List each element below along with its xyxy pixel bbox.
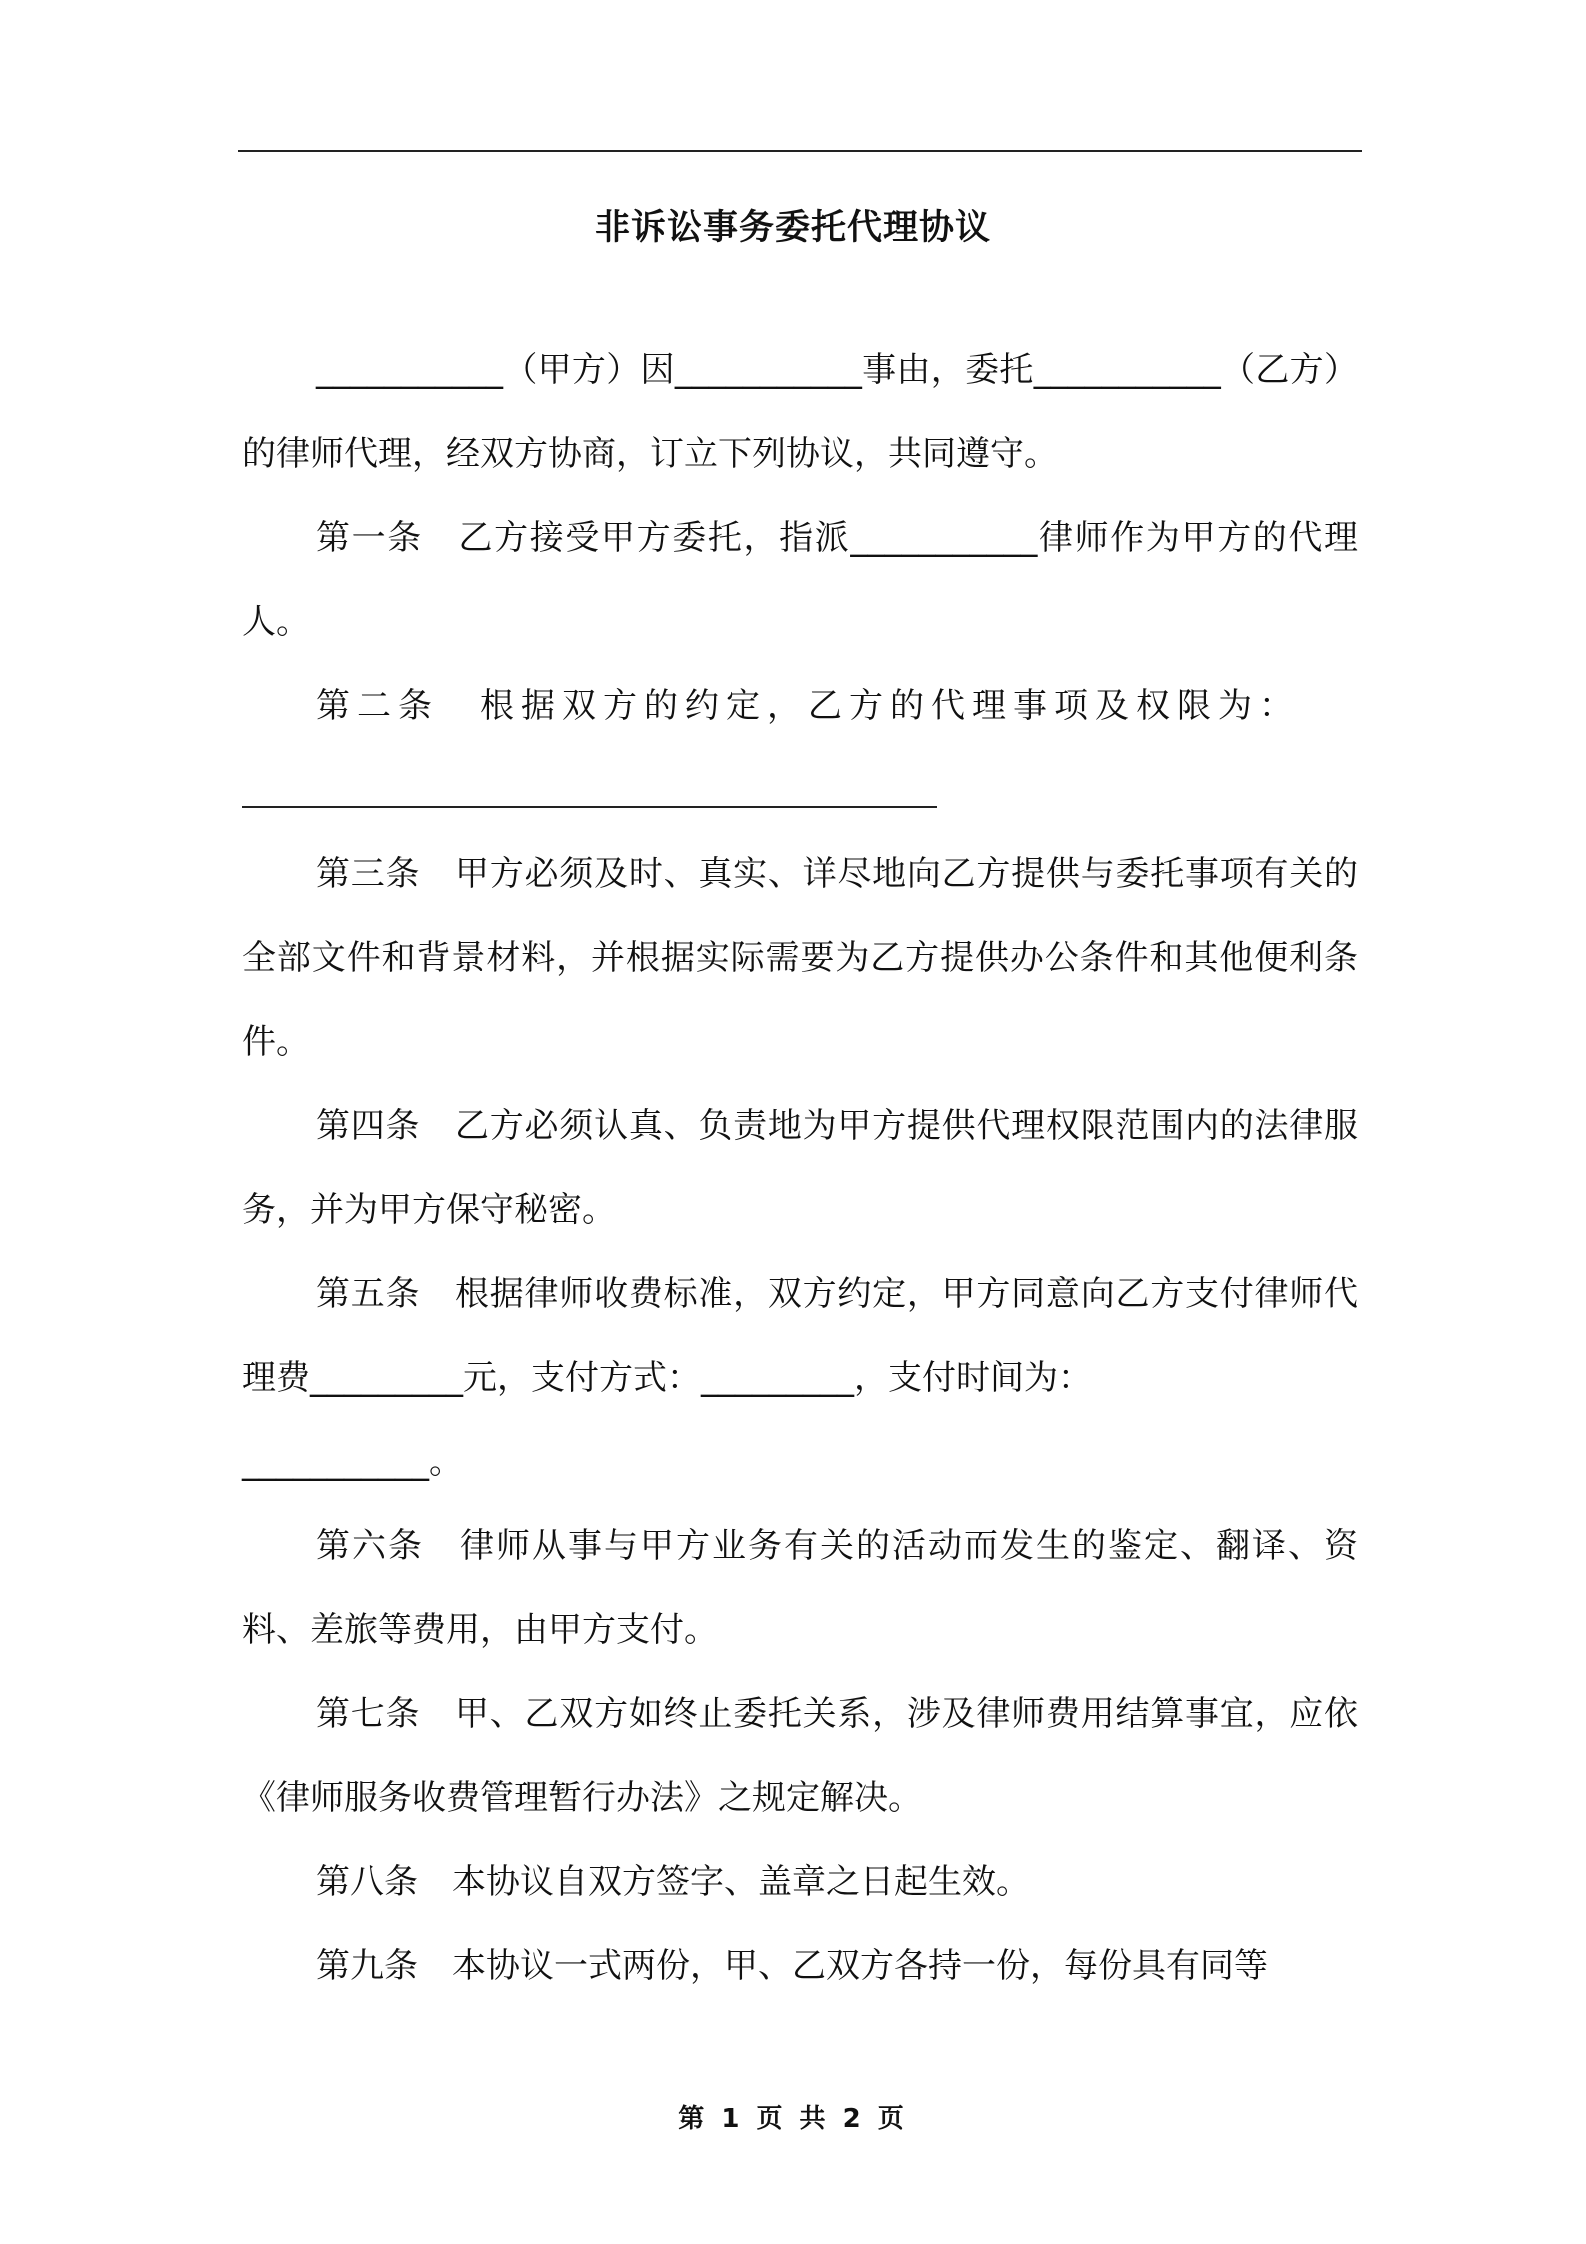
article-2-fill-line: [242, 748, 1358, 832]
article-9: 第九条 本协议一式两份，甲、乙双方各持一份，每份具有同等: [316, 1946, 1268, 1986]
intro-paragraph: ___________（甲方）因___________事由，委托___________（乙方）的律师代理，经双方协商，订立下列协议，共同遵守。: [242, 350, 1358, 474]
header-rule: [238, 150, 1362, 152]
article-3: 第三条 甲方必须及时、真实、详尽地向乙方提供与委托事项有关的全部文件和背景材料，并根据实际需要为乙方提供办公条件和其他便利条件。: [242, 854, 1358, 1062]
page-number: 第 1 页 共 2 页: [678, 2104, 908, 2134]
article-5: 第五条 根据律师收费标准，双方约定，甲方同意向乙方支付律师代理费_________元，支付方式：_________，支付时间为：: [242, 1274, 1358, 1398]
article-1: 第一条 乙方接受甲方委托，指派___________律师作为甲方的代理人。: [242, 518, 1358, 642]
article-2: 第二条 根据双方的约定，乙方的代理事项及权限为：: [316, 686, 1300, 726]
article-7: 第七条 甲、乙双方如终止委托关系，涉及律师费用结算事宜，应依《律师服务收费管理暂行办法》之规定解决。: [242, 1694, 1358, 1818]
document-title: 非诉讼事务委托代理协议: [594, 208, 991, 248]
article-5-continuation: ___________。: [242, 1442, 463, 1482]
article-4: 第四条 乙方必须认真、负责地为甲方提供代理权限范围内的法律服务，并为甲方保守秘密。: [242, 1106, 1358, 1230]
fill-in-rule: [242, 806, 937, 808]
document-body: [242, 328, 1358, 2008]
article-6: 第六条 律师从事与甲方业务有关的活动而发生的鉴定、翻译、资料、差旅等费用，由甲方支付。: [242, 1526, 1358, 1650]
article-8: 第八条 本协议自双方签字、盖章之日起生效。: [316, 1862, 1030, 1902]
